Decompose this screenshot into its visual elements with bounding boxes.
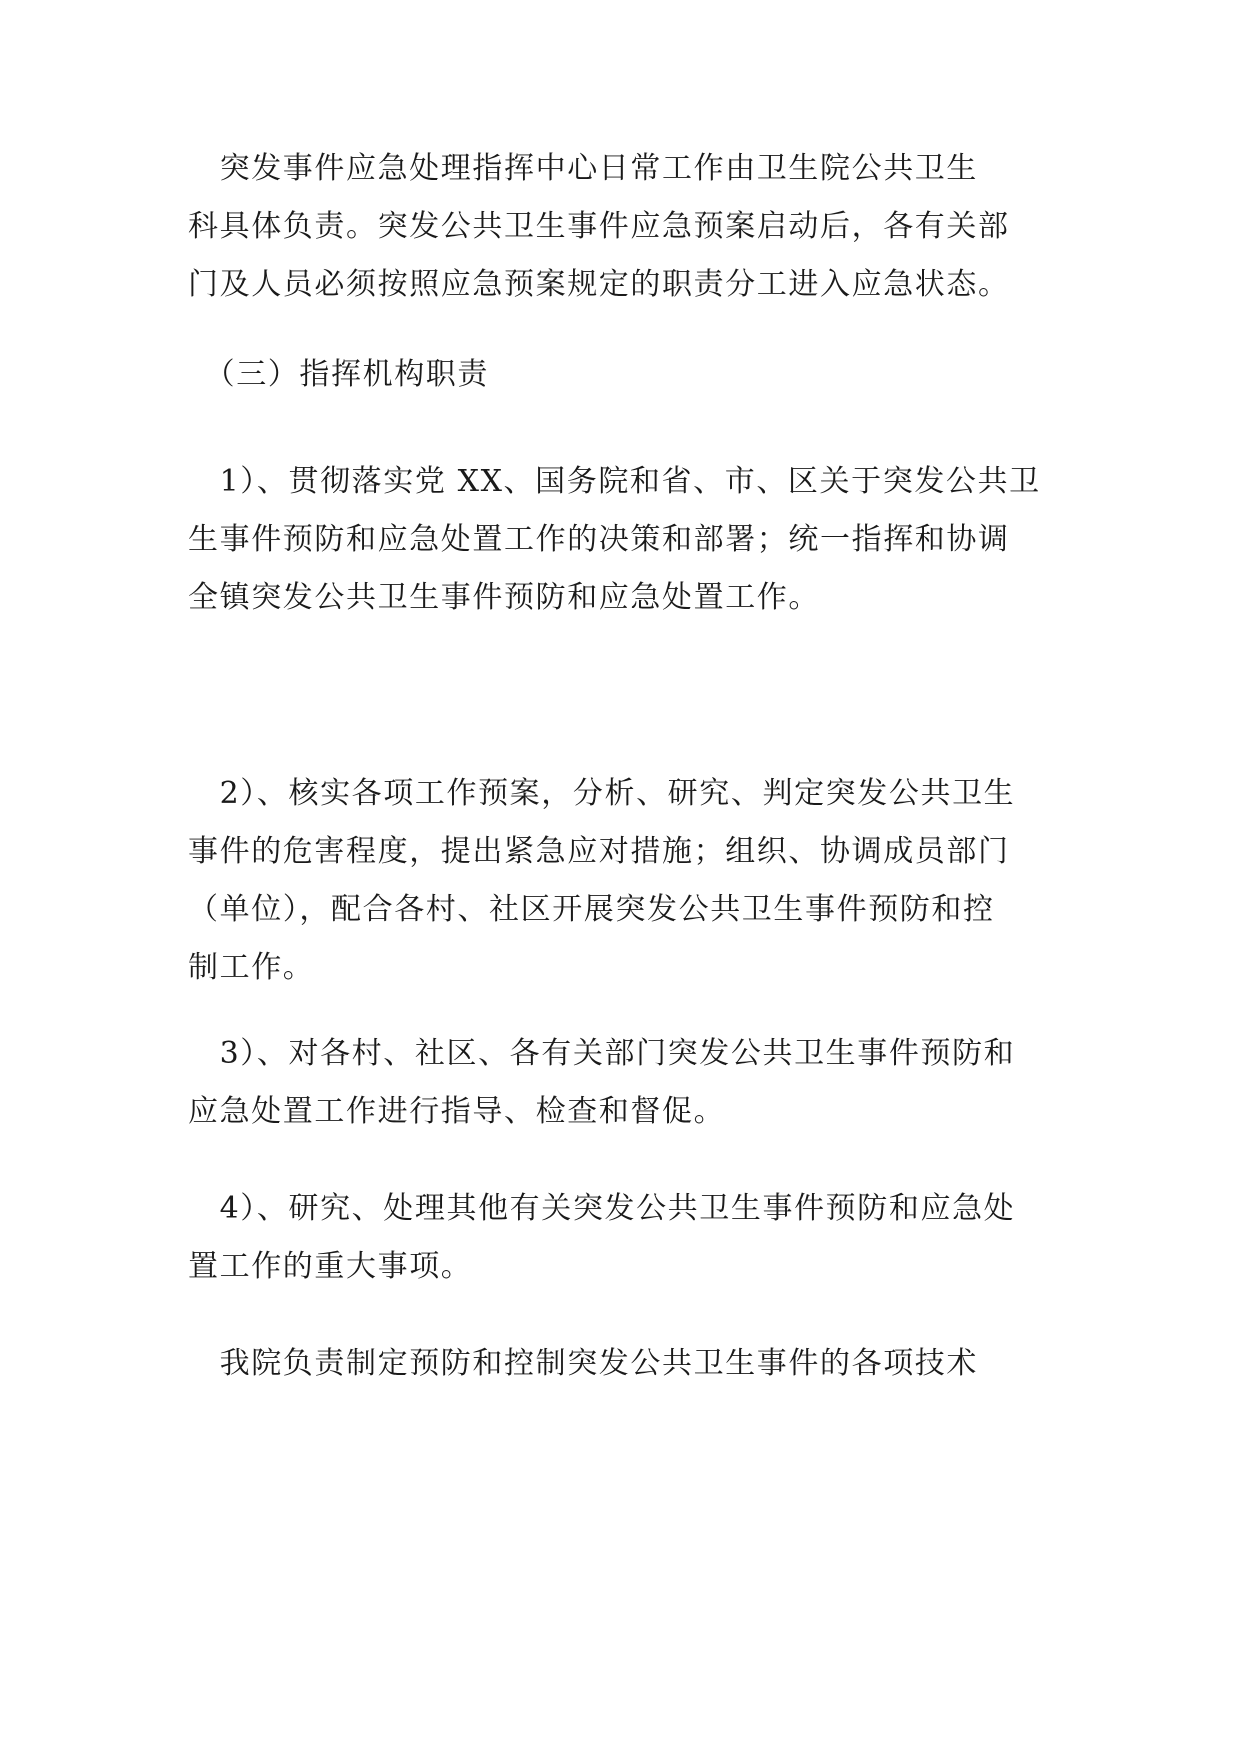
text-line: （单位），配合各村、社区开展突发公共卫生事件预防和控 xyxy=(188,892,995,927)
text-line: 生事件预防和应急处置工作的决策和部署；统一指挥和协调 xyxy=(188,522,1010,557)
list-item-3 xyxy=(188,1025,1058,1141)
text-line: 2）、核实各项工作预案，分析、研究、判定突发公共卫生 xyxy=(188,776,1016,811)
text-line: 3）、对各村、社区、各有关部门突发公共卫生事件预防和 xyxy=(188,1036,1016,1071)
paragraph-command-center xyxy=(188,140,1058,314)
text-line: 制工作。 xyxy=(188,950,315,985)
text-line: 我院负责制定预防和控制突发公共卫生事件的各项技术 xyxy=(188,1346,978,1381)
list-item-1 xyxy=(188,453,1058,627)
heading-text: （三）指挥机构职责 xyxy=(188,357,489,392)
text-line: 门及人员必须按照应急预案规定的职责分工进入应急状态。 xyxy=(188,267,1010,302)
text-line: 科具体负责。突发公共卫生事件应急预案启动后，各有关部 xyxy=(188,209,1010,244)
text-line: 全镇突发公共卫生事件预防和应急处置工作。 xyxy=(188,580,820,615)
list-item-4 xyxy=(188,1180,1058,1296)
text-line: 置工作的重大事项。 xyxy=(188,1249,473,1284)
text-line: 事件的危害程度，提出紧急应对措施；组织、协调成员部门 xyxy=(188,834,1010,869)
text-line: 1）、贯彻落实党 XX、国务院和省、市、区关于突发公共卫 xyxy=(188,464,1041,499)
text-line: 4）、研究、处理其他有关突发公共卫生事件预防和应急处 xyxy=(188,1191,1016,1226)
list-item-2 xyxy=(188,765,1058,997)
text-line: 应急处置工作进行指导、检查和督促。 xyxy=(188,1094,726,1129)
section-heading xyxy=(188,346,1058,404)
text-line: 突发事件应急处理指挥中心日常工作由卫生院公共卫生 xyxy=(188,151,978,186)
paragraph-technical xyxy=(188,1335,1058,1393)
